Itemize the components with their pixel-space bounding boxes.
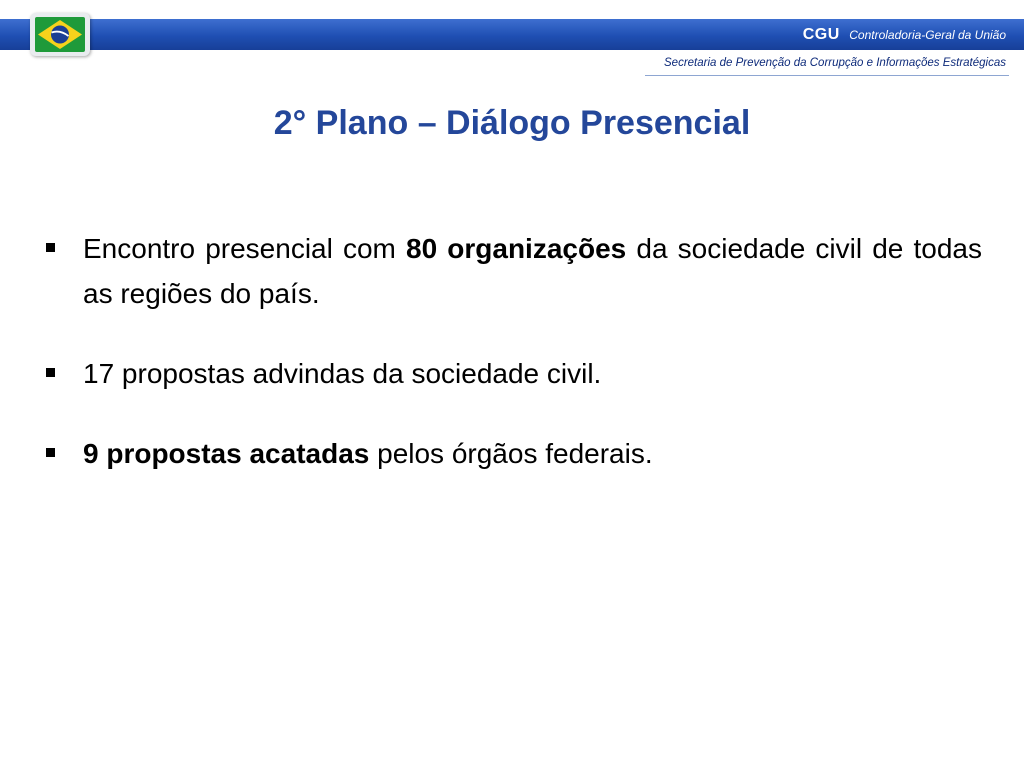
bullet-item xyxy=(42,226,982,316)
org-name: Controladoria-Geral da União xyxy=(849,28,1006,42)
bullet-list xyxy=(42,226,982,511)
org-label xyxy=(803,19,1006,50)
brazil-flag-graphic xyxy=(35,17,85,52)
bullet-marker-icon xyxy=(46,448,55,457)
secretaria-label: Secretaria de Prevenção da Corrupção e Informações Estratégicas xyxy=(664,57,1006,69)
bullet-marker-icon xyxy=(46,243,55,252)
header-divider xyxy=(645,75,1009,76)
bullet-item xyxy=(42,351,982,396)
bullet-text: pelos órgãos federais. xyxy=(369,438,653,469)
bullet-item xyxy=(42,431,982,476)
org-abbr: CGU xyxy=(802,26,840,43)
bullet-text: Encontro presencial com xyxy=(83,233,406,264)
bullet-marker-icon xyxy=(46,368,55,377)
slide-title: 2° Plano – Diálogo Presencial xyxy=(273,104,751,142)
brazil-flag-icon xyxy=(30,13,90,56)
bullet-text: 17 propostas advindas da sociedade civil. xyxy=(83,358,602,389)
bullet-bold-text: 9 propostas acatadas xyxy=(83,438,370,469)
bullet-bold-text: 80 organizações xyxy=(406,233,627,264)
bullet-text: da sociedade civil de todas as regiões do país. xyxy=(83,233,983,309)
